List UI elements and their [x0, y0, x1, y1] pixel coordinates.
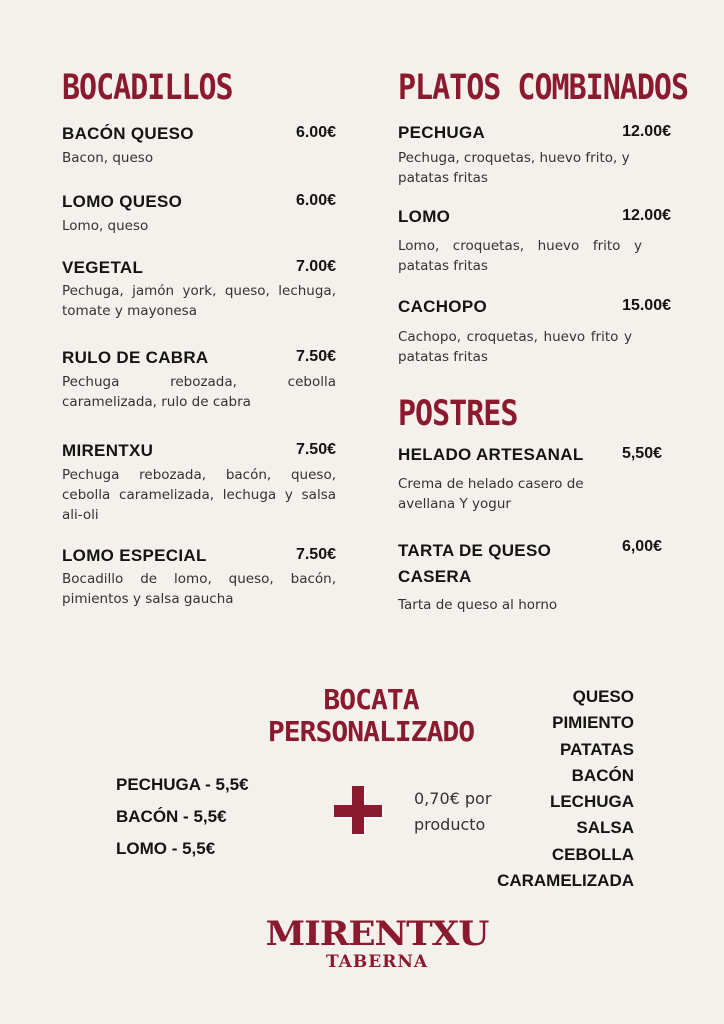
item-name: LOMO	[398, 207, 451, 226]
menu-item-mirentxu	[62, 441, 336, 523]
item-name: CACHOPO	[398, 297, 487, 316]
item-price: 5,50€	[621, 445, 662, 462]
item-description: Bocadillo de lomo, queso, bacón, pimientos y salsa gaucha	[62, 571, 336, 607]
topping-salsa: SALSA	[576, 818, 634, 838]
item-name: TARTA DE QUESO CASERA	[398, 541, 552, 586]
item-price: 7.50€	[295, 441, 336, 458]
item-description: Pechuga rebozada, bacón, queso, cebolla caramelizada, lechuga y salsa ali-oli	[62, 467, 336, 523]
item-price: 7.00€	[295, 258, 336, 275]
topping-queso: QUESO	[572, 687, 634, 706]
bocata-personalizado-title	[260, 684, 482, 748]
platos-combinados-title: PLATOS COMBINADOS	[398, 68, 689, 109]
plus-icon	[334, 786, 384, 836]
menu-item-cachopo	[398, 297, 671, 365]
item-description: Lomo, queso	[62, 218, 149, 234]
item-name: VEGETAL	[62, 258, 144, 277]
extra-price-line-1: 0,70€ por	[414, 789, 492, 808]
item-description: Bacon, queso	[62, 150, 154, 166]
item-price: 12.00€	[622, 207, 671, 224]
item-description: Lomo, croquetas, huevo frito y patatas fritas	[398, 238, 642, 274]
item-name: HELADO ARTESANAL	[398, 445, 584, 464]
item-name: LOMO ESPECIAL	[62, 546, 207, 565]
topping-cebolla: CEBOLLA	[551, 844, 634, 864]
topping-lechuga: LECHUGA	[549, 792, 634, 812]
title-line-1: BOCATA	[323, 683, 419, 716]
logo-sub-text: TABERNA	[325, 952, 429, 972]
menu-item-lomo-queso	[62, 192, 336, 234]
item-price: 15.00€	[622, 297, 671, 314]
menu-item-vegetal	[62, 258, 336, 319]
menu-item-tarta-de-queso	[398, 538, 662, 613]
item-description: Pechuga, jamón york, queso, lechuga, tomate y mayonesa	[62, 283, 336, 319]
item-price: 7.50€	[295, 348, 336, 365]
menu-item-helado-artesanal	[398, 445, 662, 512]
item-price: 6.00€	[295, 124, 336, 141]
item-description: Pechuga rebozada, cebolla caramelizada, rulo de cabra	[62, 374, 336, 410]
item-name: PECHUGA	[398, 123, 486, 142]
title-line-2: PERSONALIZADO	[267, 715, 475, 748]
menu-item-rulo-de-cabra	[62, 348, 336, 410]
topping-caramelizada: CARAMELIZADA	[497, 871, 634, 891]
item-price: 7.50€	[295, 546, 336, 563]
topping-patatas: PATATAS	[560, 739, 634, 759]
item-price: 6,00€	[621, 538, 662, 555]
topping-pimiento: PIMIENTO	[552, 713, 634, 733]
item-name: MIRENTXU	[62, 441, 154, 460]
menu-item-bacon-queso	[62, 124, 336, 166]
base-option-bacon: BACÓN - 5,5€	[116, 807, 227, 826]
base-option-pechuga: PECHUGA - 5,5€	[116, 775, 249, 794]
menu-item-lomo	[398, 207, 671, 274]
item-description: Tarta de queso al horno	[398, 597, 558, 613]
base-option-lomo: LOMO - 5,5€	[116, 839, 216, 858]
item-description: Crema de helado casero de avellana Y yogur	[398, 476, 584, 512]
topping-bacon: BACÓN	[571, 765, 634, 785]
toppings-list	[497, 684, 634, 894]
bocadillos-title: BOCADILLOS	[62, 68, 233, 109]
postres-title: POSTRES	[398, 394, 518, 435]
logo-main-text: MIRENTXU	[265, 914, 489, 954]
item-price: 12.00€	[622, 123, 671, 140]
item-price: 6.00€	[295, 192, 336, 209]
menu-item-pechuga	[398, 123, 671, 186]
item-description: Cachopo, croquetas, huevo frito y patatas fritas	[398, 329, 632, 365]
menu-item-lomo-especial	[62, 546, 336, 607]
item-name: BACÓN QUESO	[62, 124, 194, 143]
item-description: Pechuga, croquetas, huevo frito, y patatas fritas	[398, 150, 630, 186]
logo	[265, 914, 489, 972]
item-name: LOMO QUESO	[62, 192, 183, 211]
extra-price-line-2: producto	[414, 815, 486, 834]
item-name: RULO DE CABRA	[62, 348, 209, 367]
